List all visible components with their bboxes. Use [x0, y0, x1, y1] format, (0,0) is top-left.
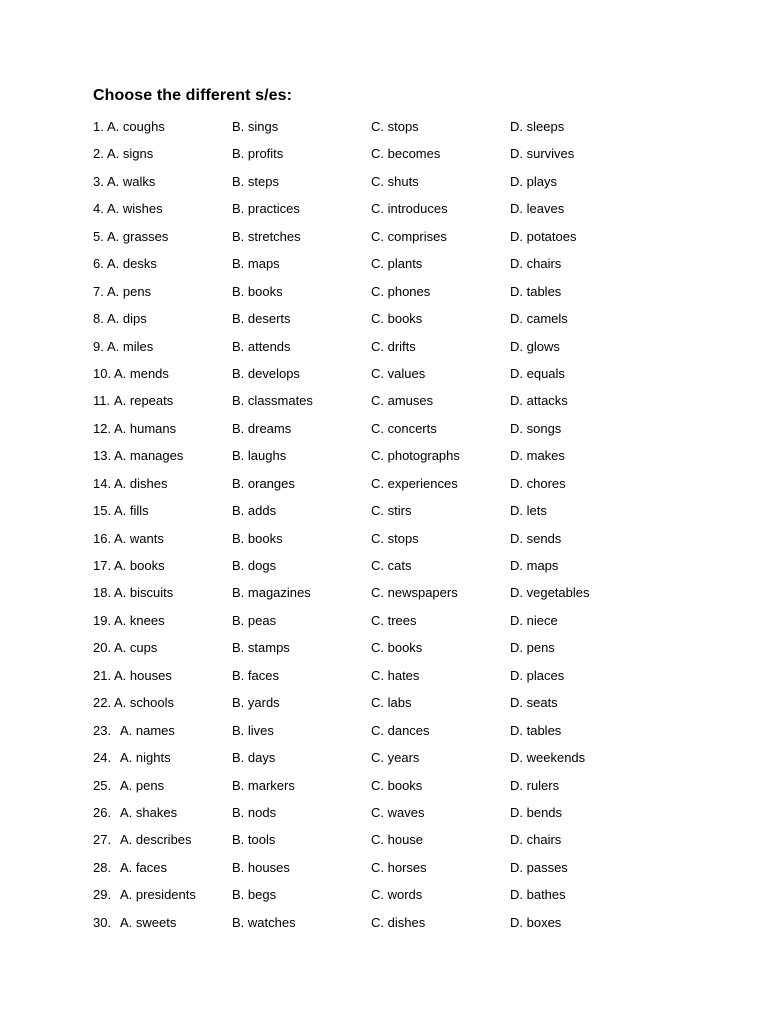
option-c: C. introduces	[371, 201, 448, 217]
option-a: A. schools	[114, 695, 174, 711]
option-b: B. books	[232, 283, 283, 299]
option-b: B. attends	[232, 338, 291, 354]
option-b: B. classmates	[232, 393, 313, 409]
question-row	[93, 831, 693, 858]
option-b: B. faces	[232, 667, 279, 683]
question-number: 23.	[93, 722, 112, 738]
question-number: 3.	[93, 173, 104, 189]
option-c: C. stops	[371, 119, 419, 134]
option-d: D. boxes	[510, 914, 562, 930]
option-b: B. markers	[232, 777, 295, 793]
option-c: C. labs	[371, 695, 412, 711]
question-number: 20.	[93, 640, 112, 656]
question-number: 4.	[93, 201, 104, 217]
option-a: A. names	[120, 722, 175, 738]
option-d: D. potatoes	[510, 228, 577, 244]
question-row	[93, 914, 693, 941]
question-number: 19.	[93, 612, 112, 628]
question-row	[93, 118, 693, 145]
question-row	[93, 502, 693, 529]
option-b: B. steps	[232, 173, 279, 189]
option-c: C. drifts	[371, 338, 416, 354]
option-a: A. books	[114, 558, 165, 573]
question-number: 14.	[93, 475, 112, 491]
option-d: D. glows	[510, 338, 560, 354]
option-c: C. hates	[371, 667, 420, 683]
option-b: B. magazines	[232, 585, 311, 601]
question-row	[93, 749, 693, 776]
question-row	[93, 777, 693, 804]
option-a: A. grasses	[107, 228, 169, 244]
option-b: B. laughs	[232, 448, 287, 464]
option-d: D. camels	[510, 311, 568, 327]
option-c: C. values	[371, 365, 426, 381]
option-c: C. stirs	[371, 503, 412, 519]
option-c: C. photographs	[371, 448, 460, 464]
option-b: B. tools	[232, 832, 276, 848]
option-c: C. shuts	[371, 173, 419, 189]
option-c: C. becomes	[371, 146, 441, 162]
question-row	[93, 365, 693, 392]
option-d: D. lets	[510, 503, 547, 519]
option-a: A. coughs	[107, 119, 165, 134]
option-c: C. experiences	[371, 475, 458, 491]
option-a: A. sweets	[120, 914, 177, 930]
question-number: 9.	[93, 338, 104, 354]
option-c: C. cats	[371, 558, 412, 573]
question-number: 28.	[93, 859, 112, 875]
option-b: B. stamps	[232, 640, 290, 656]
option-a: A. cups	[114, 640, 158, 656]
option-d: D. sends	[510, 530, 562, 546]
option-c: C. comprises	[371, 228, 447, 244]
option-c: C. dances	[371, 722, 430, 738]
worksheet-title: Choose the different s/es:	[93, 87, 293, 104]
option-a: A. walks	[107, 173, 156, 189]
option-b: B. stretches	[232, 228, 301, 244]
option-b: B. lives	[232, 722, 274, 738]
option-a: A. desks	[107, 256, 157, 272]
question-row	[93, 804, 693, 831]
option-a: A. humans	[114, 420, 177, 436]
question-number: 11.	[93, 393, 111, 409]
option-b: B. dreams	[232, 420, 292, 436]
option-d: D. vegetables	[510, 585, 590, 601]
option-c: C. words	[371, 887, 423, 903]
question-row	[93, 557, 693, 584]
option-d: D. chairs	[510, 256, 562, 272]
option-d: D. weekends	[510, 750, 586, 766]
question-row	[93, 639, 693, 666]
question-number: 30.	[93, 914, 112, 930]
option-a: A. wishes	[107, 201, 163, 217]
option-a: A. describes	[120, 832, 192, 848]
option-c: C. phones	[371, 283, 431, 299]
question-row	[93, 173, 693, 200]
question-number: 10.	[93, 365, 112, 381]
question-number: 6.	[93, 256, 104, 272]
question-row	[93, 694, 693, 721]
option-d: D. songs	[510, 420, 562, 436]
option-a: A. shakes	[120, 804, 178, 820]
option-b: B. days	[232, 750, 276, 766]
question-row	[93, 447, 693, 474]
option-b: B. watches	[232, 914, 296, 930]
option-b: B. nods	[232, 804, 277, 820]
question-row	[93, 200, 693, 227]
question-row	[93, 338, 693, 365]
option-a: A. dips	[107, 311, 147, 327]
question-row	[93, 612, 693, 639]
option-b: B. develops	[232, 365, 300, 381]
option-c: C. books	[371, 777, 423, 793]
option-a: A. pens	[120, 777, 165, 793]
option-d: D. bends	[510, 804, 563, 820]
question-row	[93, 420, 693, 447]
option-a: A. wants	[114, 530, 164, 546]
question-number: 22.	[93, 695, 112, 711]
option-a: A. miles	[107, 338, 154, 354]
option-d: D. chairs	[510, 832, 562, 848]
option-b: B. adds	[232, 503, 277, 519]
question-number: 24.	[93, 750, 112, 766]
question-row	[93, 310, 693, 337]
option-a: A. nights	[120, 750, 171, 766]
option-d: D. sleeps	[510, 119, 565, 134]
question-number: 17.	[93, 558, 112, 573]
option-a: A. fills	[114, 503, 149, 519]
option-a: A. pens	[107, 283, 152, 299]
option-b: B. deserts	[232, 311, 291, 327]
option-b: B. sings	[232, 119, 279, 134]
option-d: D. tables	[510, 722, 562, 738]
question-number: 27.	[93, 832, 112, 848]
question-row	[93, 255, 693, 282]
option-a: A. repeats	[114, 393, 174, 409]
option-d: D. survives	[510, 146, 575, 162]
option-c: C. dishes	[371, 914, 426, 930]
option-d: D. tables	[510, 283, 562, 299]
option-a: A. mends	[114, 365, 169, 381]
question-number: 26.	[93, 804, 112, 820]
option-c: C. stops	[371, 530, 419, 546]
option-c: C. amuses	[371, 393, 434, 409]
option-b: B. houses	[232, 859, 290, 875]
option-d: D. rulers	[510, 777, 560, 793]
question-row	[93, 859, 693, 886]
option-d: D. niece	[510, 612, 558, 628]
option-d: D. maps	[510, 558, 559, 573]
option-c: C. years	[371, 750, 420, 766]
option-d: D. makes	[510, 448, 565, 464]
option-c: C. concerts	[371, 420, 437, 436]
option-a: A. dishes	[114, 475, 168, 491]
question-row	[93, 667, 693, 694]
option-a: A. biscuits	[114, 585, 174, 601]
question-list	[93, 118, 693, 941]
option-d: D. bathes	[510, 887, 566, 903]
option-d: D. places	[510, 667, 565, 683]
question-number: 25.	[93, 777, 112, 793]
question-row	[93, 392, 693, 419]
option-b: B. begs	[232, 887, 277, 903]
question-number: 29.	[93, 887, 112, 903]
option-d: D. passes	[510, 859, 568, 875]
option-b: B. peas	[232, 612, 277, 628]
option-d: D. plays	[510, 173, 557, 189]
option-c: C. house	[371, 832, 424, 848]
question-number: 18.	[93, 585, 112, 601]
option-a: A. houses	[114, 667, 172, 683]
option-b: B. dogs	[232, 558, 277, 573]
option-b: B. practices	[232, 201, 300, 217]
option-a: A. manages	[114, 448, 184, 464]
question-row	[93, 475, 693, 502]
question-number: 15.	[93, 503, 112, 519]
question-number: 8.	[93, 311, 104, 327]
question-row	[93, 886, 693, 913]
question-number: 2.	[93, 146, 104, 162]
option-a: A. knees	[114, 612, 165, 628]
option-c: C. books	[371, 311, 423, 327]
option-c: C. horses	[371, 859, 427, 875]
question-number: 12.	[93, 420, 112, 436]
question-row	[93, 283, 693, 310]
option-a: A. faces	[120, 859, 167, 875]
option-c: C. waves	[371, 804, 425, 820]
option-c: C. plants	[371, 256, 423, 272]
option-d: D. attacks	[510, 393, 568, 409]
option-b: B. profits	[232, 146, 284, 162]
option-a: A. signs	[107, 146, 154, 162]
question-row	[93, 530, 693, 557]
question-row	[93, 228, 693, 255]
question-number: 5.	[93, 228, 104, 244]
option-d: D. pens	[510, 640, 555, 656]
question-row	[93, 145, 693, 172]
question-number: 13.	[93, 448, 112, 464]
question-row	[93, 722, 693, 749]
option-d: D. chores	[510, 475, 566, 491]
option-c: C. trees	[371, 612, 417, 628]
option-d: D. equals	[510, 365, 565, 381]
option-b: B. maps	[232, 256, 280, 272]
option-c: C. books	[371, 640, 423, 656]
question-number: 16.	[93, 530, 112, 546]
option-a: A. presidents	[120, 887, 196, 903]
option-b: B. yards	[232, 695, 280, 711]
question-number: 1.	[93, 119, 104, 134]
option-d: D. leaves	[510, 201, 565, 217]
option-b: B. oranges	[232, 475, 295, 491]
question-row	[93, 584, 693, 611]
option-d: D. seats	[510, 695, 558, 711]
option-c: C. newspapers	[371, 585, 458, 601]
question-number: 7.	[93, 283, 104, 299]
option-b: B. books	[232, 530, 283, 546]
question-number: 21.	[93, 667, 112, 683]
